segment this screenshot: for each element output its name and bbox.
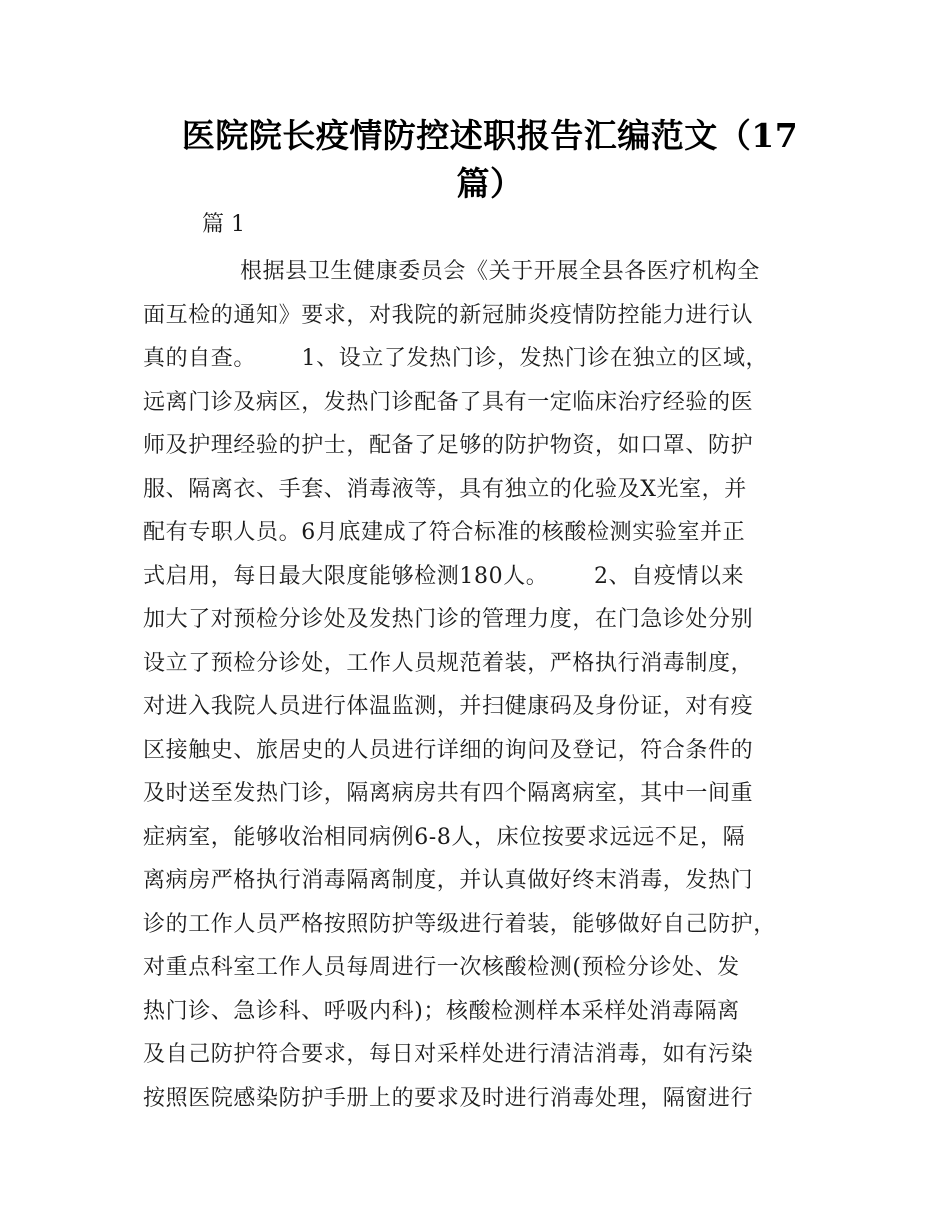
paragraph-line: 根据县卫生健康委员会《关于开展全县各医疗机构全 <box>240 259 760 284</box>
paragraph-line: 及时送至发热门诊，隔离病房共有四个隔离病室，其中一间重 <box>143 781 754 806</box>
paragraph-line: 症病室，能够收治相同病例6-8人，床位按要求远远不足，隔 <box>143 824 746 850</box>
paragraph-line: 离病房严格执行消毒隔离制度，并认真做好终末消毒，发热门 <box>143 868 754 893</box>
paragraph-line: 对进入我院人员进行体温监测，并扫健康码及身份证，对有疫 <box>143 694 754 719</box>
paragraph-line: 真的自查。 1、设立了发热门诊，发热门诊在独立的区域， <box>143 346 769 371</box>
paragraph-line: 对重点科室工作人员每周进行一次核酸检测(预检分诊处、发 <box>143 955 740 980</box>
title-line-1: 医院院长疫情防控述职报告汇编范文（17 <box>181 116 799 155</box>
paragraph-line: 设立了预检分诊处，工作人员规范着装，严格执行消毒制度， <box>143 650 754 676</box>
title-line-2: 篇） <box>456 164 524 203</box>
paragraph-line: 热门诊、急诊科、呼吸内科)；核酸检测样本采样处消毒隔离 <box>143 998 740 1024</box>
paragraph-line: 按照医院感染防护手册上的要求及时进行消毒处理，隔窗进行 <box>143 1085 754 1111</box>
paragraph-line: 师及护理经验的护士，配备了足够的防护物资，如口罩、防护 <box>143 433 754 458</box>
paragraph-line: 式启用，每日最大限度能够检测180人。 2、自疫情以来 <box>143 563 745 589</box>
paragraph-line: 及自己防护符合要求，每日对采样处进行清洁消毒，如有污染 <box>143 1042 754 1067</box>
paragraph-line: 配有专职人员。6月底建成了符合标准的核酸检测实验室并正 <box>143 520 746 545</box>
body-paragraph <box>143 250 833 1120</box>
paragraph-line: 加大了对预检分诊处及发热门诊的管理力度，在门急诊处分别 <box>143 607 754 632</box>
paragraph-line: 服、隔离衣、手套、消毒液等，具有独立的化验及X光室，并 <box>143 476 747 502</box>
paragraph-line: 远离门诊及病区，发热门诊配备了具有一定临床治疗经验的医 <box>143 389 754 415</box>
document-title <box>140 112 840 208</box>
section-label: 篇 1 <box>202 212 245 237</box>
paragraph-line: 面互检的通知》要求，对我院的新冠肺炎疫情防控能力进行认 <box>143 302 754 328</box>
paragraph-line: 区接触史、旅居史的人员进行详细的询问及登记，符合条件的 <box>143 737 754 763</box>
paragraph-line: 诊的工作人员严格按照防护等级进行着装，能够做好自己防护， <box>143 911 776 937</box>
